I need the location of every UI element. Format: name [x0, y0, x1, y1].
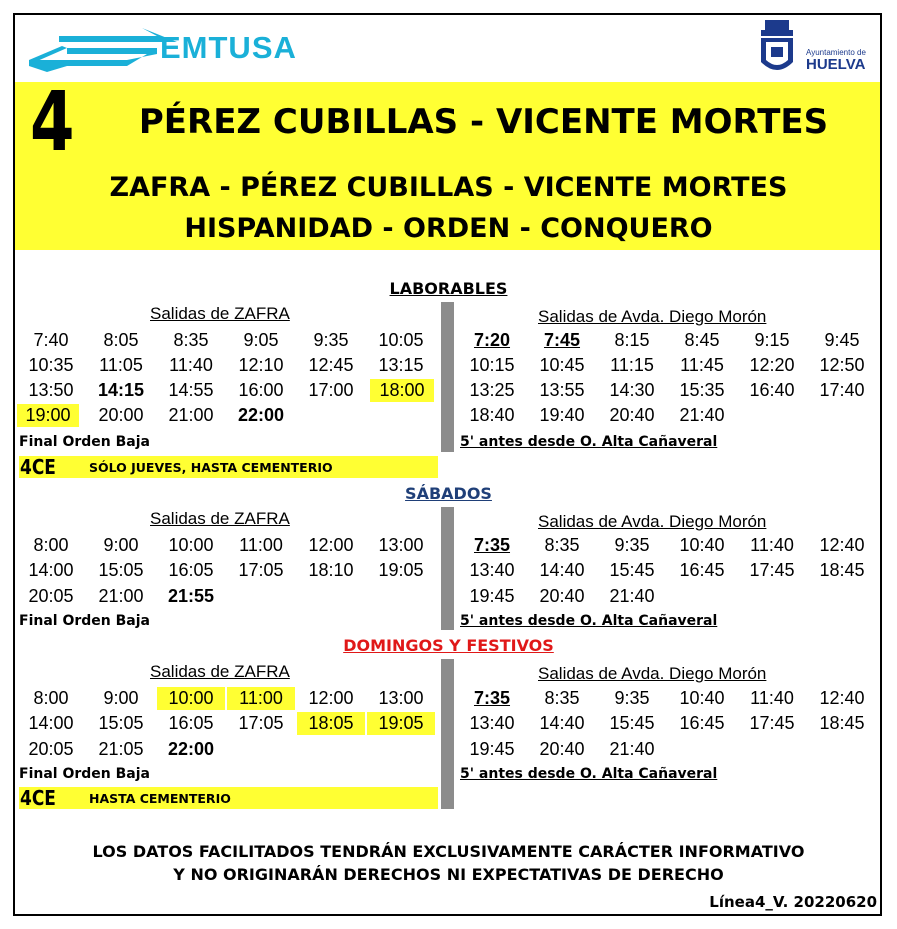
time-cell: 14:40 — [539, 713, 585, 733]
sabados-left-heading: Salidas de ZAFRA — [150, 509, 290, 528]
time-cell: 9:00 — [103, 688, 139, 708]
column-divider — [441, 507, 454, 630]
time-cell: 18:45 — [819, 713, 865, 733]
time-cell: 20:40 — [609, 405, 655, 425]
time-cell: 21:40 — [679, 405, 725, 425]
time-cell-highlighted: 19:05 — [367, 712, 435, 735]
time-cell: 13:00 — [378, 688, 424, 708]
time-cell: 18:45 — [819, 560, 865, 580]
time-cell: 7:45 — [543, 330, 581, 350]
domingos-left-note: Final Orden Baja — [19, 766, 150, 782]
laborables-right-note: 5' antes desde O. Alta Cañaveral — [460, 434, 718, 450]
time-cell: 8:35 — [544, 535, 580, 555]
time-cell: 14:15 — [97, 380, 145, 400]
time-cell: 15:05 — [98, 713, 144, 733]
time-cell: 7:40 — [33, 330, 69, 350]
time-cell-highlighted: 18:05 — [297, 712, 365, 735]
time-cell: 9:00 — [103, 535, 139, 555]
time-cell: 11:40 — [750, 535, 794, 555]
sabados-right-heading: Salidas de Avda. Diego Morón — [538, 512, 767, 531]
time-cell: 19:45 — [469, 739, 515, 759]
time-cell: 14:30 — [609, 380, 655, 400]
time-cell: 18:40 — [469, 405, 515, 425]
ayuntamiento-label: Ayuntamiento de — [806, 48, 866, 57]
version-label: Línea4_V. 20220620 — [709, 893, 877, 911]
section-title-sabados: SÁBADOS — [405, 484, 492, 503]
laborables-left-heading: Salidas de ZAFRA — [150, 304, 290, 323]
time-cell: 9:35 — [614, 535, 650, 555]
route-stops-2: HISPANIDAD - ORDEN - CONQUERO — [184, 213, 713, 244]
domingos-right-heading: Salidas de Avda. Diego Morón — [538, 664, 767, 683]
time-cell: 21:00 — [168, 405, 214, 425]
time-cell: 7:35 — [473, 688, 511, 708]
time-cell: 21:05 — [98, 739, 144, 759]
time-cell: 21:40 — [609, 586, 655, 606]
section-title-laborables: LABORABLES — [389, 279, 508, 298]
sabados-left-note: Final Orden Baja — [19, 613, 150, 629]
time-cell: 10:45 — [539, 355, 585, 375]
time-cell: 16:05 — [168, 713, 214, 733]
time-cell: 15:05 — [98, 560, 144, 580]
time-cell: 16:05 — [168, 560, 214, 580]
time-cell: 13:55 — [539, 380, 585, 400]
time-cell: 19:40 — [539, 405, 585, 425]
time-cell: 8:45 — [684, 330, 720, 350]
time-cell: 16:45 — [679, 713, 725, 733]
time-cell: 17:05 — [238, 713, 284, 733]
time-cell: 13:00 — [378, 535, 424, 555]
disclaimer-line-2: Y NO ORIGINARÁN DERECHOS NI EXPECTATIVAS DE DERECHO — [173, 865, 724, 884]
time-cell: 11:45 — [680, 355, 724, 375]
time-cell: 20:40 — [539, 739, 585, 759]
time-cell: 14:55 — [168, 380, 214, 400]
time-cell-highlighted: 11:00 — [227, 687, 295, 710]
time-cell: 13:40 — [469, 713, 515, 733]
section-title-domingos: DOMINGOS Y FESTIVOS — [343, 636, 554, 655]
time-cell: 12:10 — [238, 355, 284, 375]
time-cell: 19:45 — [469, 586, 515, 606]
time-cell: 13:15 — [378, 355, 424, 375]
laborables-right-heading: Salidas de Avda. Diego Morón — [538, 307, 767, 326]
time-cell: 17:45 — [749, 713, 795, 733]
time-cell: 10:05 — [378, 330, 424, 350]
time-cell: 11:40 — [750, 688, 794, 708]
time-cell: 12:45 — [308, 355, 354, 375]
domingos-left-heading: Salidas de ZAFRA — [150, 662, 290, 681]
column-divider — [441, 302, 454, 452]
route-stops-1: ZAFRA - PÉREZ CUBILLAS - VICENTE MORTES — [109, 172, 788, 203]
time-cell: 22:00 — [237, 405, 285, 425]
time-cell: 11:00 — [239, 535, 283, 555]
disclaimer-line-1: LOS DATOS FACILITADOS TENDRÁN EXCLUSIVAMENTE CARÁCTER INFORMATIVO — [92, 842, 805, 861]
laborables-left-note: Final Orden Baja — [19, 434, 150, 450]
time-cell: 11:40 — [169, 355, 213, 375]
time-cell: 16:40 — [749, 380, 795, 400]
time-cell: 15:35 — [679, 380, 725, 400]
time-cell: 10:40 — [679, 688, 725, 708]
time-cell: 21:00 — [98, 586, 144, 606]
time-cell: 8:35 — [544, 688, 580, 708]
time-cell: 8:00 — [33, 688, 69, 708]
time-cell: 11:15 — [610, 355, 654, 375]
huelva-label: HUELVA — [806, 56, 866, 73]
ce-text: HASTA CEMENTERIO — [89, 791, 231, 806]
time-cell: 15:45 — [609, 560, 655, 580]
time-cell-highlighted: 18:00 — [370, 379, 434, 402]
time-cell: 9:05 — [243, 330, 279, 350]
time-cell: 7:35 — [473, 535, 511, 555]
ce-tag: 4CE — [20, 455, 56, 479]
time-cell: 12:20 — [749, 355, 795, 375]
time-cell: 19:05 — [378, 560, 424, 580]
time-cell: 20:00 — [98, 405, 144, 425]
time-cell: 10:00 — [168, 535, 214, 555]
time-cell: 16:45 — [679, 560, 725, 580]
time-cell: 10:15 — [469, 355, 515, 375]
time-cell: 16:00 — [238, 380, 284, 400]
column-divider — [441, 659, 454, 809]
time-cell: 10:35 — [28, 355, 74, 375]
time-cell: 12:00 — [308, 688, 354, 708]
time-cell: 21:55 — [167, 586, 215, 606]
sabados-right-note: 5' antes desde O. Alta Cañaveral — [460, 613, 718, 629]
time-cell: 12:00 — [308, 535, 354, 555]
time-cell: 13:50 — [28, 380, 74, 400]
time-cell: 11:05 — [99, 355, 143, 375]
time-cell: 9:35 — [313, 330, 349, 350]
time-cell: 8:35 — [173, 330, 209, 350]
time-cell: 21:40 — [609, 739, 655, 759]
time-cell: 13:40 — [469, 560, 515, 580]
time-cell: 20:40 — [539, 586, 585, 606]
time-cell: 17:05 — [238, 560, 284, 580]
time-cell: 10:40 — [679, 535, 725, 555]
time-cell: 7:20 — [473, 330, 511, 350]
time-cell: 8:15 — [614, 330, 650, 350]
line-title: PÉREZ CUBILLAS - VICENTE MORTES — [138, 102, 829, 142]
time-cell: 20:05 — [28, 739, 74, 759]
time-cell: 17:45 — [749, 560, 795, 580]
time-cell: 22:00 — [167, 739, 215, 759]
time-cell: 8:00 — [33, 535, 69, 555]
time-cell: 14:00 — [28, 713, 74, 733]
domingos-right-note: 5' antes desde O. Alta Cañaveral — [460, 766, 718, 782]
time-cell: 9:35 — [614, 688, 650, 708]
time-cell: 14:00 — [28, 560, 74, 580]
time-cell: 8:05 — [103, 330, 139, 350]
time-cell: 14:40 — [539, 560, 585, 580]
brand-name: EMTUSA — [160, 30, 297, 65]
time-cell: 15:45 — [609, 713, 655, 733]
time-cell: 13:25 — [469, 380, 515, 400]
time-cell: 12:40 — [819, 688, 865, 708]
ce-tag: 4CE — [20, 786, 56, 810]
time-cell: 17:40 — [819, 380, 865, 400]
time-cell: 17:00 — [308, 380, 354, 400]
time-cell-highlighted: 19:00 — [17, 404, 79, 427]
huelva-crest-icon — [757, 18, 797, 78]
time-cell: 20:05 — [28, 586, 74, 606]
time-cell: 12:50 — [819, 355, 865, 375]
time-cell: 9:45 — [824, 330, 860, 350]
ce-text: SÓLO JUEVES, HASTA CEMENTERIO — [89, 460, 333, 475]
time-cell: 12:40 — [819, 535, 865, 555]
time-cell: 9:15 — [754, 330, 790, 350]
time-cell: 18:10 — [308, 560, 354, 580]
line-number: 4 — [30, 75, 75, 170]
time-cell-highlighted: 10:00 — [157, 687, 225, 710]
